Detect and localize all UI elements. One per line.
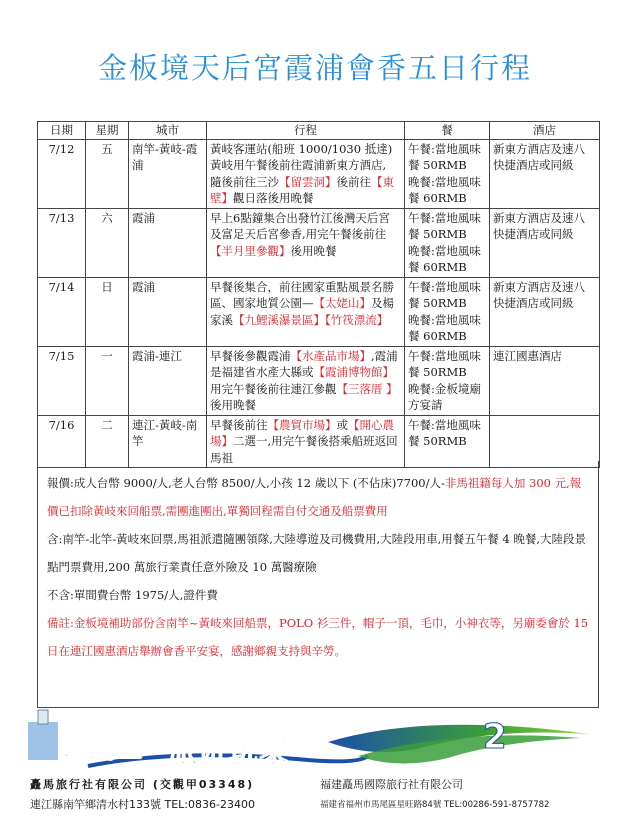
- price-line: [47, 469, 590, 525]
- cell-meals: [405, 277, 490, 346]
- header-date: 日期: [38, 122, 86, 140]
- excludes-line: 不含:單間費台幣 1975/人,證件費: [47, 588, 218, 602]
- footer-address-line: [30, 796, 630, 812]
- cell-meals: [405, 346, 490, 415]
- logo-main-text: 馬祖: [62, 720, 142, 766]
- itinerary-text: 後用晚餐: [210, 398, 256, 412]
- cell-city: 連江-黃岐-南竿: [129, 415, 207, 468]
- note-line: [47, 609, 590, 665]
- cell-date: 7/16: [38, 415, 86, 468]
- cell-itinerary: [207, 415, 405, 468]
- itinerary-highlight: 【留雲洞】: [279, 174, 337, 189]
- table-row: [38, 277, 600, 346]
- itinerary-text: 及楊家溪: [210, 296, 394, 327]
- header-city: 城市: [129, 122, 207, 140]
- meal-item: 午餐:當地風味餐 50RMB: [408, 141, 481, 172]
- header-hotel: 酒店: [490, 122, 600, 140]
- itinerary-highlight: 【三落厝 】: [336, 381, 398, 396]
- itinerary-text: ,霞浦是福建省水產大縣或: [210, 348, 398, 379]
- itinerary-text: 早餐後集合，前往國家重點風景名勝區、國家地質公園—: [210, 279, 394, 310]
- header-itinerary: 行程: [207, 122, 405, 140]
- cell-weekday: 五: [86, 139, 129, 208]
- itinerary-text: 二選一,用完午餐後搭乘船班返回馬祖: [210, 434, 398, 465]
- company-name-tw: 矗馬旅行社有限公司 (交觀甲03348): [30, 778, 255, 791]
- itinerary-table: [37, 121, 600, 468]
- footer-company-line: [30, 776, 630, 792]
- logo-badge-text: 2: [483, 717, 507, 757]
- cell-city: 霞浦: [129, 208, 207, 277]
- itinerary-highlight: 【九鯉溪瀑景區】【竹筏漂流】: [233, 312, 389, 327]
- note-text: 金板境補助部份含南竿~黃岐來回船票，POLO 衫三件，帽子一頂，毛巾，小神衣等，另廟委會於 15 日在連江國惠酒店舉辦會香平安宴，感謝鄉親支持與辛勞。: [47, 616, 589, 658]
- cell-weekday: 二: [86, 415, 129, 468]
- cell-itinerary: [207, 277, 405, 346]
- itinerary-body: [38, 139, 600, 468]
- itinerary-highlight: 【開心農場】: [210, 417, 394, 448]
- cell-date: 7/13: [38, 208, 86, 277]
- itinerary-highlight: 【東壁】: [210, 174, 394, 205]
- cell-city: 南竿-黃岐-霞浦: [129, 139, 207, 208]
- meal-item: 晚餐:金板境廟方宴請: [408, 381, 481, 412]
- cell-itinerary: [207, 208, 405, 277]
- meal-item: 午餐:當地風味餐 50RMB: [408, 279, 481, 310]
- cell-date: 7/14: [38, 277, 86, 346]
- itinerary-highlight: 【半月里參觀】: [210, 243, 291, 258]
- page-title: 金板境天后宮霞浦會香五日行程: [97, 51, 532, 85]
- includes-line: 含:南竿-北竿-黃岐來回票,馬祖派遣隨團領隊,大陸導遊及司機費用,大陸段用車,用餐五午餐 4 晚餐,大陸段景點門票費用,200 萬旅行業責任意外險及 10 萬醫療險: [47, 532, 587, 574]
- itinerary-text: 觀日落後用晚餐: [233, 191, 314, 205]
- itinerary-text: 早上6點鐘集合出發竹江後灣天后宮及富足天后宮參香,用完午餐後前往: [210, 210, 390, 241]
- cell-hotel: 新東方酒店及速八快捷酒店或同級: [490, 208, 600, 277]
- itinerary-text: 後前往: [336, 174, 371, 189]
- cell-date: 7/12: [38, 139, 86, 208]
- itinerary-highlight: 【霞浦博物館】: [313, 365, 394, 379]
- meal-item: 午餐:當地風味餐 50RMB: [408, 348, 481, 379]
- header-meals: 餐: [405, 122, 490, 140]
- cell-hotel: 連江國惠酒店: [490, 346, 600, 415]
- meal-item: 晚餐:當地風味餐 60RMB: [408, 174, 481, 205]
- matsu-travel-logo: [28, 708, 598, 776]
- logo-sub-text: 旅遊玩家: [168, 735, 288, 770]
- cell-itinerary: [207, 346, 405, 415]
- itinerary-text: 或: [336, 417, 348, 432]
- cell-weekday: 一: [86, 346, 129, 415]
- table-row: [38, 208, 600, 277]
- itinerary-text: 早餐後前往: [210, 417, 268, 432]
- itinerary-highlight: 【水產品市場】: [290, 348, 371, 363]
- logo-graphic: [28, 708, 598, 776]
- cell-meals: [405, 139, 490, 208]
- cell-itinerary: [207, 139, 405, 208]
- meal-item: 午餐:當地風味餐 50RMB: [408, 210, 481, 241]
- address-cn: 福建省福州市馬尾區星旺路84號 TEL:00286-591-8757782: [320, 800, 550, 810]
- cell-hotel: 新東方酒店及速八快捷酒店或同級: [490, 277, 600, 346]
- cell-date: 7/15: [38, 346, 86, 415]
- table-row: [38, 415, 600, 468]
- price-info-box: [37, 461, 599, 708]
- company-name-cn: 福建矗馬國際旅行社有限公司: [320, 778, 463, 791]
- cell-city: 霞浦: [129, 277, 207, 346]
- cell-hotel: [490, 415, 600, 468]
- itinerary-highlight: 【太姥山】: [313, 296, 371, 310]
- meal-item: 晚餐:當地風味餐 60RMB: [408, 312, 481, 343]
- cell-meals: [405, 208, 490, 277]
- itinerary-text: 早餐後參觀霞浦: [210, 348, 291, 363]
- cell-hotel: 新東方酒店及速八快捷酒店或同級: [490, 139, 600, 208]
- itinerary-text: 黃岐客運站(船班 1000/1030 抵達)黃岐用午餐後前往霞浦新東方酒店, 隨後前往三沙: [210, 141, 393, 189]
- price-text: 報價:成人台幣 9000/人,老人台幣 8500/人,小孩 12 歲以下 (不佔床)7700/人-: [47, 476, 445, 490]
- cell-city: 霞浦-連江: [129, 346, 207, 415]
- table-row: [38, 346, 600, 415]
- itinerary-text: 用完午餐後前往連江參觀: [210, 381, 337, 396]
- itinerary-highlight: 【農貿市場】: [267, 417, 337, 432]
- note-label: 備註:: [47, 616, 74, 630]
- cell-meals: [405, 415, 490, 468]
- price-surcharge-text: 非馬祖籍每人加 300 元,報價已扣除黃岐來回船票,需團進團出,單獨回程需自付交通及船票費用: [47, 476, 582, 518]
- cell-weekday: 日: [86, 277, 129, 346]
- header-weekday: 星期: [86, 122, 129, 140]
- address-tw: 連江縣南竿鄉清水村133號 TEL:0836-23400: [30, 798, 255, 811]
- meal-item: 午餐:當地風味餐 50RMB: [408, 417, 481, 448]
- lighthouse-icon: [28, 722, 58, 760]
- table-row: [38, 139, 600, 208]
- meal-item: 晚餐:當地風味餐 60RMB: [408, 243, 481, 274]
- itinerary-text: 後用晚餐: [290, 243, 337, 258]
- table-header-row: [38, 122, 600, 140]
- cell-weekday: 六: [86, 208, 129, 277]
